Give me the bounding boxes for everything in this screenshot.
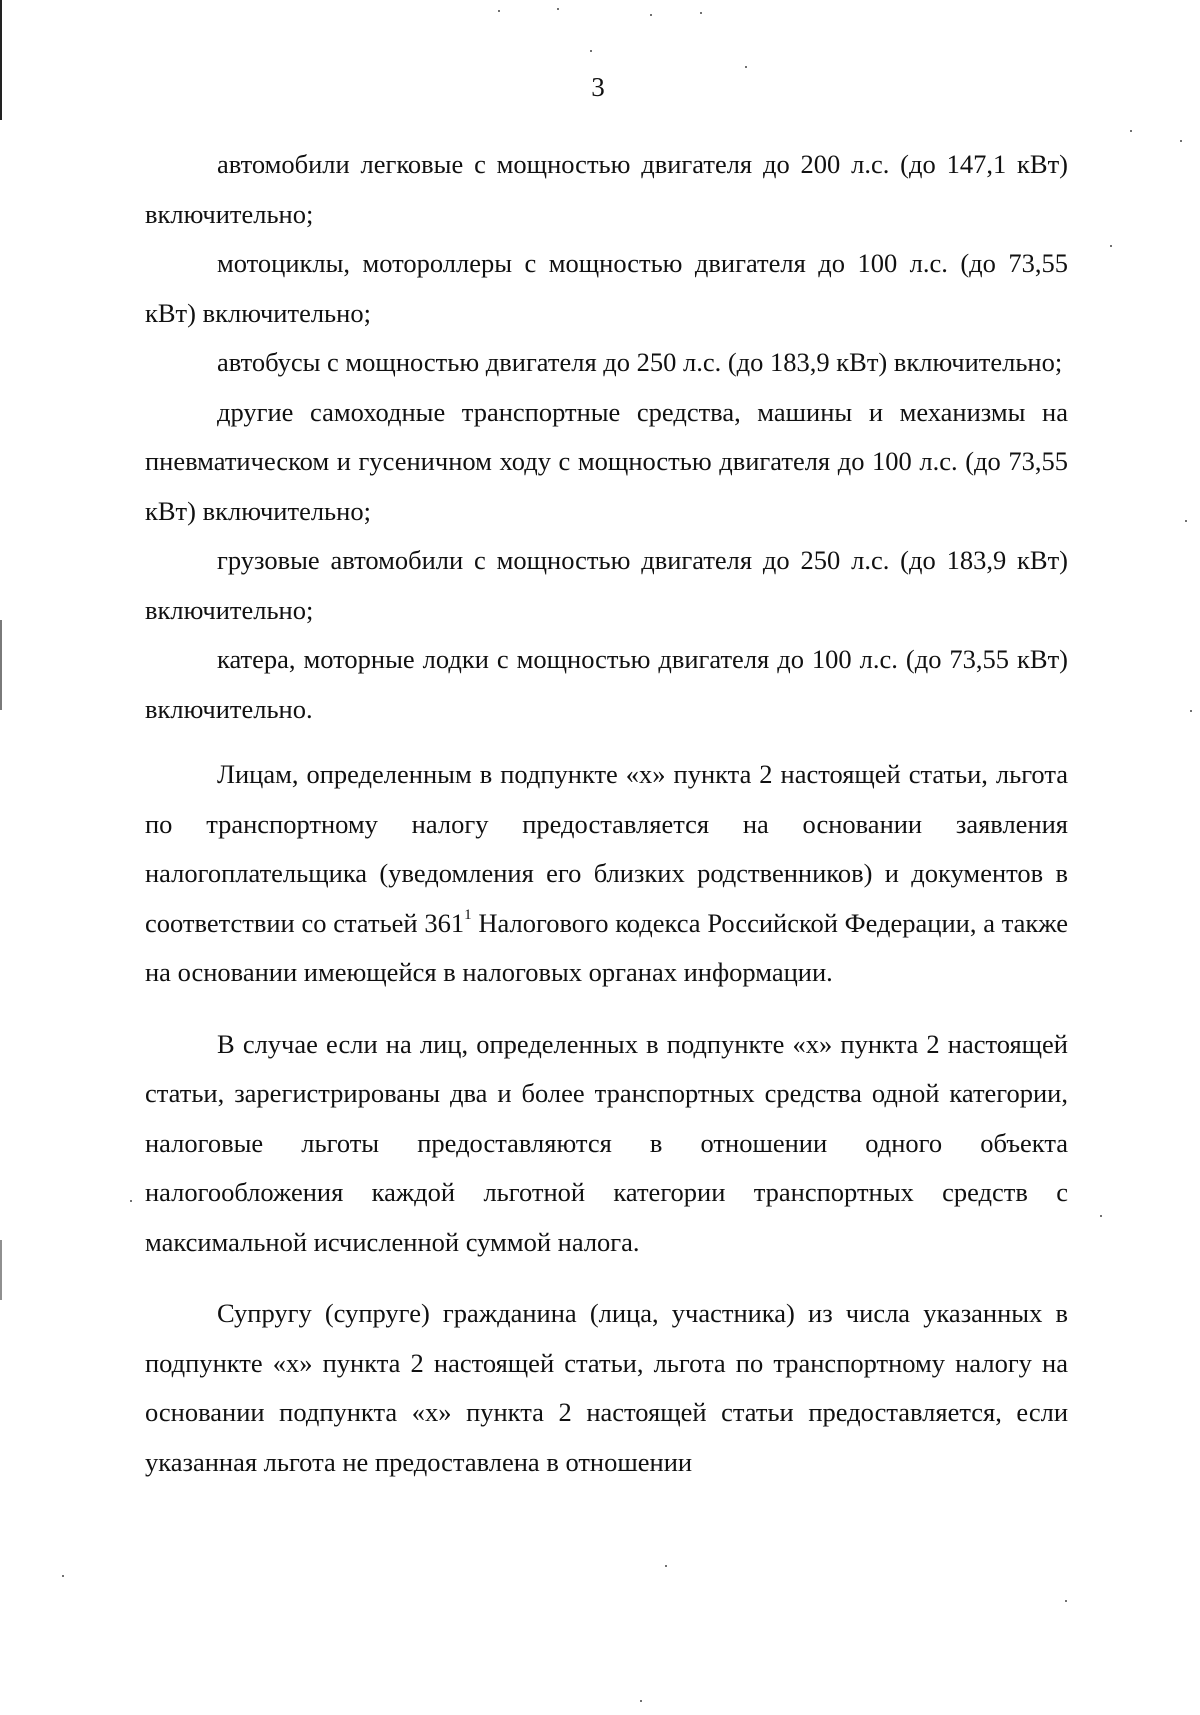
paragraph-multiple-vehicles: В случае если на лиц, определенных в подпункте «х» пункта 2 настоящей статьи, зарегистрированы два и более транспортных средства одной категории, налоговые льготы предоставляются в отношении одного объекта налогообложения каждой льготной категории транспортных средств с максимальной исчисленной суммой налога. — [145, 1028, 1068, 1257]
page-number: 3 — [591, 72, 605, 102]
scan-edge-line — [0, 1240, 2, 1300]
scan-edge-line — [0, 620, 2, 710]
scan-speck — [130, 1200, 132, 1202]
scan-speck — [590, 50, 592, 52]
paragraph-motorcycles: мотоциклы, мотороллеры с мощностью двигателя до 100 л.с. (до 73,55 кВт) включительно; — [145, 248, 1068, 328]
paragraph-benefit-basis: Лицам, определенным в подпункте «х» пункта 2 настоящей статьи, льгота по транспортному налогу предоставляется на основании заявления налогоплательщика (уведомления его близких родственников) и документов в соответствии со статьей $361^1$ Налогового кодекса Российской Федерации, а также на основании имеющейся в налоговых органах информации. — [145, 759, 1068, 987]
scan-speck — [700, 12, 702, 14]
scan-speck — [498, 10, 500, 12]
document-body — [145, 140, 1068, 1487]
paragraph-self-propelled-vehicles: другие самоходные транспортные средства, машины и механизмы на пневматическом и гусеничном ходу с мощностью двигателя до 100 л.с. (до 73,55 кВт) включительно; — [145, 396, 1068, 526]
scan-speck — [1190, 710, 1192, 712]
scan-speck — [62, 1575, 64, 1577]
scan-speck — [640, 1700, 642, 1702]
scan-speck — [557, 8, 559, 10]
paragraph-passenger-cars: автомобили легковые с мощностью двигателя до 200 л.с. (до 147,1 кВт) включительно; — [145, 149, 1068, 229]
scan-speck — [665, 1565, 667, 1567]
scan-speck — [650, 14, 652, 16]
paragraph-boats: катера, моторные лодки с мощностью двигателя до 100 л.с. (до 73,55 кВт) включительно. — [145, 644, 1068, 724]
paragraph-trucks: грузовые автомобили с мощностью двигателя до 250 л.с. (до 183,9 кВт) включительно; — [145, 545, 1068, 625]
scan-speck — [1110, 245, 1112, 247]
superscript: 1 — [464, 906, 472, 923]
scan-speck — [1180, 140, 1182, 142]
scan-speck — [1100, 1215, 1102, 1217]
paragraph-spouse: Супругу (супруге) гражданина (лица, участника) из числа указанных в подпункте «х» пункта 2 настоящей статьи, льгота по транспортному налогу на основании подпункта «х» пункта 2 настоящей статьи предоставляется, если указанная льгота не предоставлена в отношении — [145, 1298, 1068, 1477]
scan-speck — [1065, 1600, 1067, 1602]
paragraph-buses: автобусы с мощностью двигателя до 250 л.с. (до 183,9 кВт) включительно; — [217, 347, 1063, 377]
scan-speck — [1185, 520, 1187, 522]
scan-speck — [745, 66, 747, 68]
scan-speck — [1130, 130, 1132, 132]
